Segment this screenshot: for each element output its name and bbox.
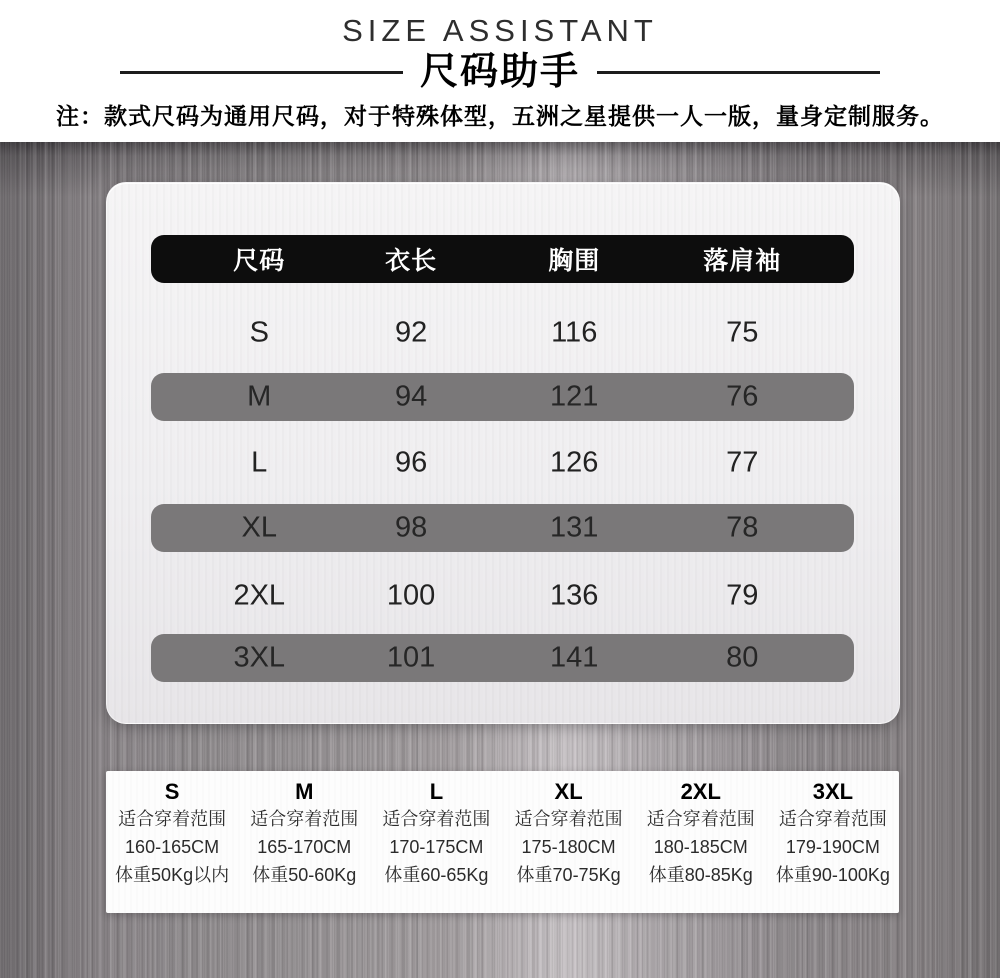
cell-length: 98: [394, 511, 428, 544]
fit-height: 165-170CM: [257, 837, 352, 857]
table-row-xl: [151, 504, 854, 552]
fit-height: 180-185CM: [653, 837, 748, 857]
fit-guide-column-xl: [503, 771, 635, 913]
cell-size: XL: [241, 511, 277, 544]
cell-length: 101: [386, 641, 436, 674]
cell-size: S: [249, 316, 269, 349]
fit-size-label: S: [164, 779, 180, 804]
cell-length: 92: [394, 316, 428, 349]
cell-sleeve: 76: [726, 380, 759, 413]
fit-weight: 体重90-100Kg: [775, 865, 890, 885]
title-row: [0, 51, 1000, 93]
table-row-m: [151, 373, 854, 421]
table-row-l: [151, 439, 854, 487]
cell-sleeve: 75: [726, 316, 759, 349]
cell-chest: 141: [550, 641, 599, 674]
fit-guide-column-m: [238, 771, 370, 913]
fit-weight: 体重60-65Kg: [384, 865, 489, 885]
column-header-sleeve: 落肩袖: [703, 247, 782, 275]
page-header: [0, 0, 1000, 142]
right-divider-line: [597, 71, 880, 74]
cell-length: 94: [394, 380, 428, 413]
metal-background: [0, 142, 1000, 978]
left-divider-line: [120, 71, 403, 74]
cell-chest: 136: [550, 579, 599, 612]
fit-guide-column-l: [370, 771, 502, 913]
fit-weight: 体重50Kg以内: [115, 865, 230, 885]
cell-size: M: [247, 380, 272, 413]
fit-size-label: L: [429, 779, 444, 804]
cell-sleeve: 78: [726, 511, 759, 544]
cell-length: 100: [386, 579, 436, 612]
fit-range-label: 适合穿着范围: [250, 809, 359, 829]
fit-range-label: 适合穿着范围: [778, 809, 887, 829]
cell-size: 3XL: [233, 641, 286, 674]
page-title: 尺码助手: [419, 51, 580, 93]
column-header-length: 衣长: [385, 247, 438, 275]
fit-size-label: XL: [554, 779, 583, 804]
fit-range-label: 适合穿着范围: [382, 809, 491, 829]
fit-size-label: M: [295, 779, 314, 804]
cell-chest: 116: [551, 316, 598, 349]
fit-height: 170-175CM: [389, 837, 484, 857]
fit-guide-panel: [106, 771, 899, 913]
cell-sleeve: 77: [726, 446, 759, 479]
fit-weight: 体重80-85Kg: [648, 865, 753, 885]
cell-length: 96: [394, 446, 428, 479]
fit-height: 179-190CM: [785, 837, 880, 857]
fit-guide-column-3xl: [767, 771, 899, 913]
fit-size-label: 2XL: [680, 779, 721, 804]
fit-height: 175-180CM: [521, 837, 616, 857]
custom-size-note: 注：款式尺码为通用尺码，对于特殊体型，五洲之星提供一人一版，量身定制服务。: [56, 104, 944, 129]
table-row-2xl: [151, 572, 854, 620]
cell-sleeve: 80: [726, 641, 759, 674]
cell-size: L: [251, 446, 268, 479]
size-table-panel: [106, 182, 900, 724]
fit-range-label: 适合穿着范围: [118, 809, 227, 829]
fit-range-label: 适合穿着范围: [514, 809, 623, 829]
fit-guide-column-2xl: [635, 771, 767, 913]
fit-size-label: 3XL: [812, 779, 854, 804]
fit-guide-column-s: [106, 771, 238, 913]
fit-weight: 体重50-60Kg: [252, 865, 357, 885]
fit-range-label: 适合穿着范围: [646, 809, 755, 829]
table-row-s: [151, 309, 854, 357]
size-table-header-row: [151, 235, 854, 283]
title-english: SIZE ASSISTANT: [342, 13, 658, 48]
cell-chest: 121: [550, 380, 599, 413]
fit-weight: 体重70-75Kg: [516, 865, 621, 885]
column-header-size: 尺码: [233, 247, 286, 275]
cell-chest: 131: [550, 511, 599, 544]
fit-height: 160-165CM: [125, 837, 220, 857]
cell-chest: 126: [550, 446, 599, 479]
table-row-3xl: [151, 634, 854, 682]
column-header-chest: 胸围: [548, 247, 601, 275]
cell-size: 2XL: [233, 579, 286, 612]
cell-sleeve: 79: [726, 579, 759, 612]
